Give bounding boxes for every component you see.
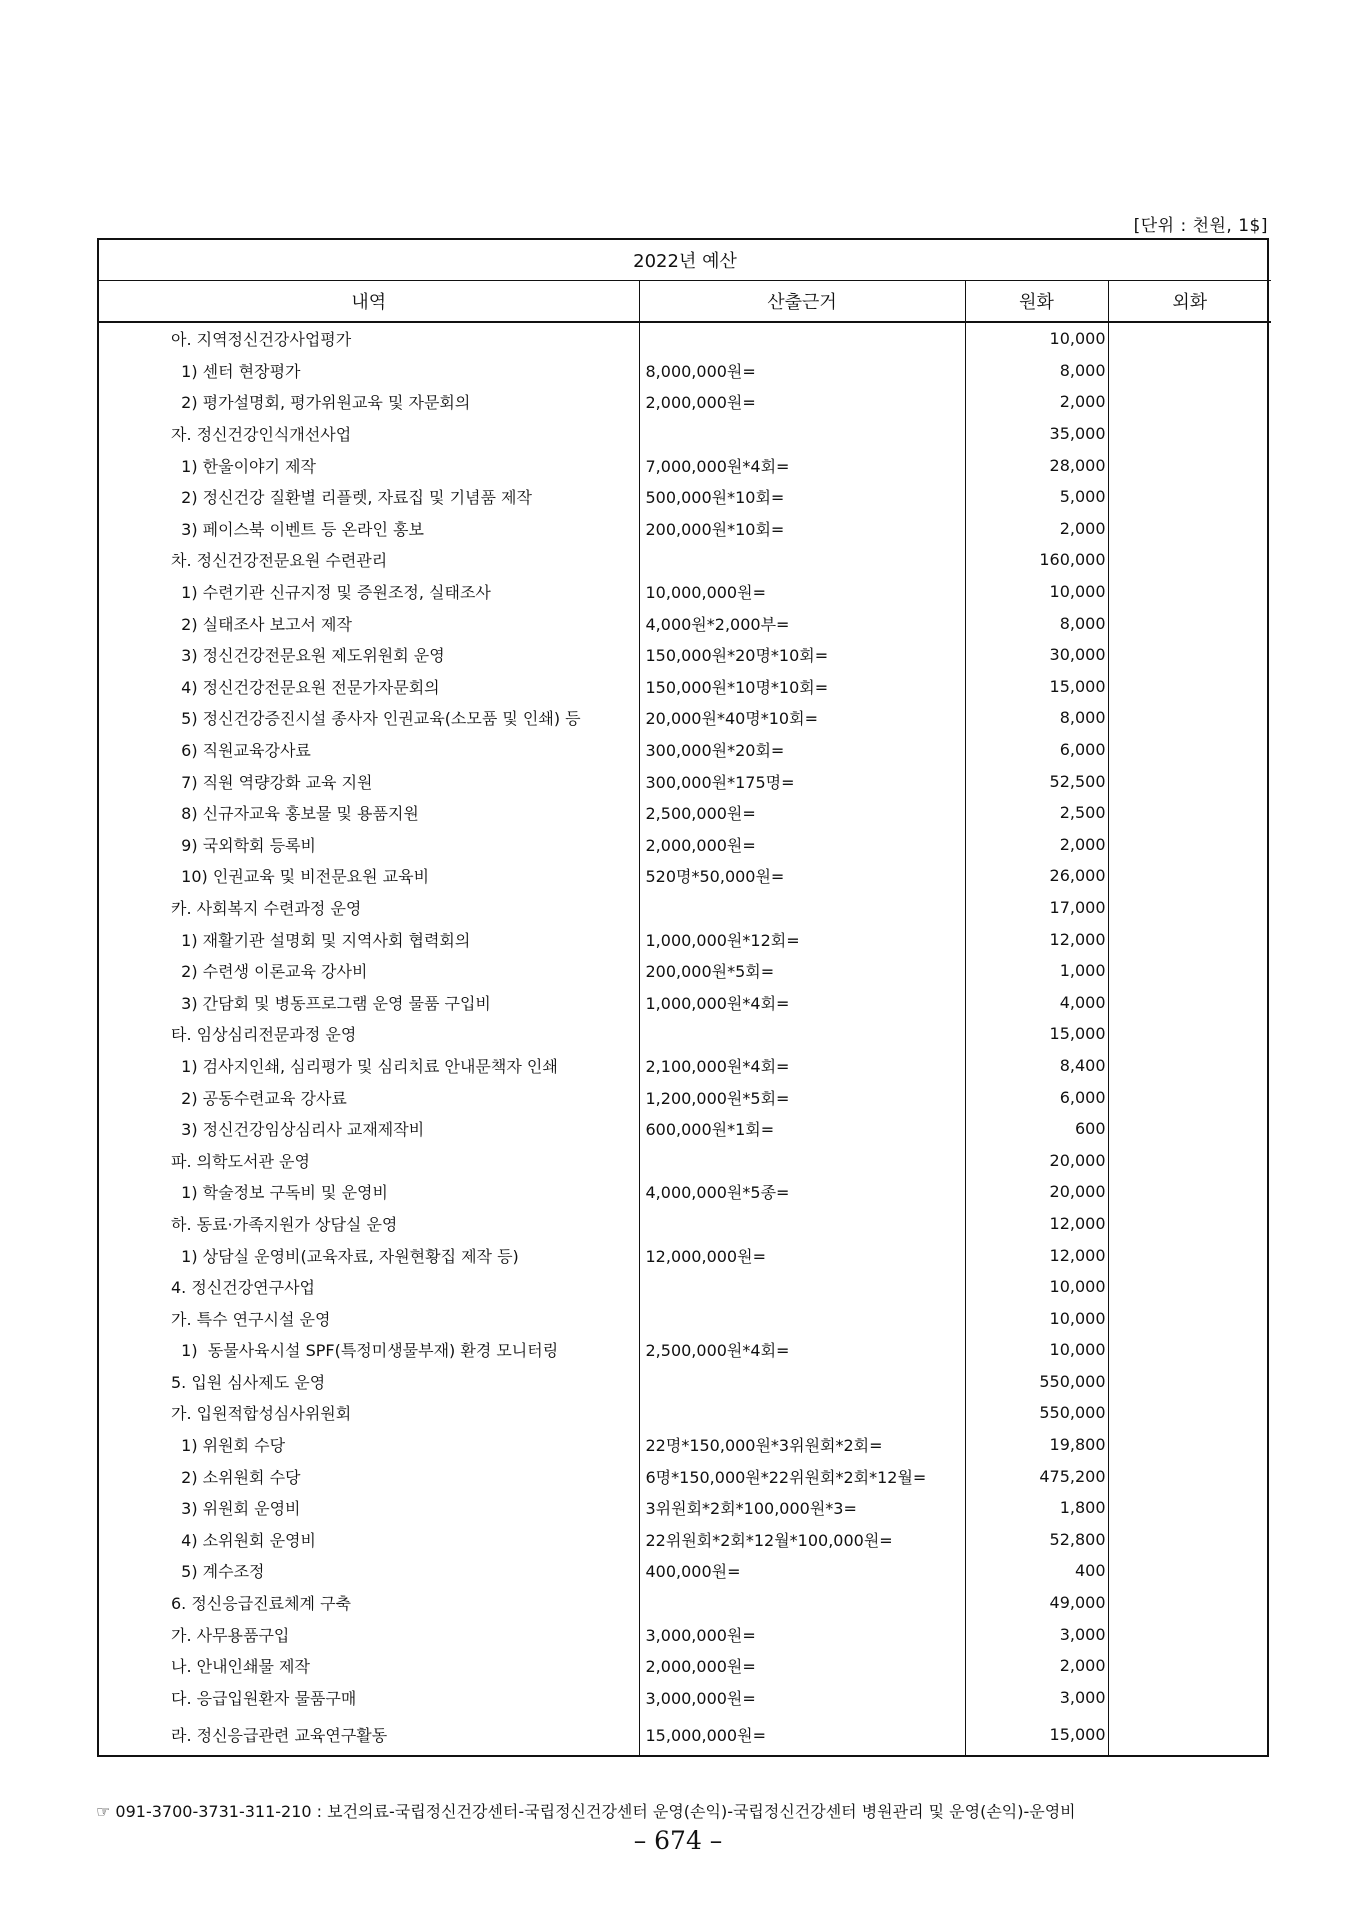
row-won-cell: 8,400	[965, 1050, 1108, 1082]
row-won-cell: 12,000	[965, 1208, 1108, 1240]
row-basis-cell: 3위원회*2회*100,000원*3=	[639, 1492, 965, 1524]
table-row	[99, 386, 1271, 418]
row-foreign-cell	[1108, 1618, 1271, 1650]
row-item-cell: 하. 동료·가족지원가 상담실 운영	[99, 1208, 639, 1240]
col-header-foreign: 외화	[1108, 281, 1271, 323]
row-item-cell: 3) 간담회 및 병동프로그램 운영 물품 구입비	[99, 986, 639, 1018]
table-row	[99, 1271, 1271, 1303]
table-row	[99, 1397, 1271, 1429]
row-foreign-cell	[1108, 1334, 1271, 1366]
row-foreign-cell	[1108, 829, 1271, 861]
row-foreign-cell	[1108, 1271, 1271, 1303]
row-basis-cell: 150,000원*20명*10회=	[639, 639, 965, 671]
row-basis-cell: 2,000,000원=	[639, 1650, 965, 1682]
row-basis-cell: 6명*150,000원*22위원회*2회*12월=	[639, 1460, 965, 1492]
table-row	[99, 1302, 1271, 1334]
row-won-cell: 8,000	[965, 607, 1108, 639]
row-won-cell: 35,000	[965, 418, 1108, 450]
row-foreign-cell	[1108, 1460, 1271, 1492]
row-foreign-cell	[1108, 734, 1271, 766]
row-item-cell: 5) 정신건강증진시설 종사자 인권교육(소모품 및 인쇄) 등	[99, 702, 639, 734]
row-won-cell: 26,000	[965, 860, 1108, 892]
row-basis-cell: 12,000,000원=	[639, 1239, 965, 1271]
row-foreign-cell	[1108, 513, 1271, 545]
row-basis-cell	[639, 1018, 965, 1050]
row-basis-cell: 4,000원*2,000부=	[639, 607, 965, 639]
row-foreign-cell	[1108, 418, 1271, 450]
row-won-cell: 15,000	[965, 1018, 1108, 1050]
row-item-cell: 1) 센터 현장평가	[99, 355, 639, 387]
row-foreign-cell	[1108, 860, 1271, 892]
row-won-cell: 52,500	[965, 765, 1108, 797]
row-item-cell: 2) 공동수련교육 강사료	[99, 1081, 639, 1113]
table-row	[99, 1587, 1271, 1619]
table-row	[99, 1650, 1271, 1682]
unit-label: [단위 : 천원, 1$]	[1133, 216, 1268, 236]
row-foreign-cell	[1108, 986, 1271, 1018]
table-body	[99, 322, 1271, 1755]
row-won-cell: 30,000	[965, 639, 1108, 671]
row-won-cell: 6,000	[965, 1081, 1108, 1113]
row-foreign-cell	[1108, 544, 1271, 576]
row-won-cell: 28,000	[965, 449, 1108, 481]
table-row	[99, 1618, 1271, 1650]
table-row	[99, 734, 1271, 766]
row-foreign-cell	[1108, 923, 1271, 955]
row-item-cell: 4) 소위원회 운영비	[99, 1524, 639, 1556]
table-row	[99, 1050, 1271, 1082]
row-foreign-cell	[1108, 765, 1271, 797]
row-won-cell: 1,800	[965, 1492, 1108, 1524]
row-basis-cell: 1,000,000원*4회=	[639, 986, 965, 1018]
row-foreign-cell	[1108, 1587, 1271, 1619]
table-row	[99, 1239, 1271, 1271]
row-basis-cell	[639, 1144, 965, 1176]
row-basis-cell: 520명*50,000원=	[639, 860, 965, 892]
row-item-cell: 8) 신규자교육 홍보물 및 용품지원	[99, 797, 639, 829]
row-won-cell: 550,000	[965, 1366, 1108, 1398]
row-foreign-cell	[1108, 892, 1271, 924]
row-won-cell: 6,000	[965, 734, 1108, 766]
row-basis-cell: 7,000,000원*4회=	[639, 449, 965, 481]
row-basis-cell: 2,100,000원*4회=	[639, 1050, 965, 1082]
row-foreign-cell	[1108, 797, 1271, 829]
row-basis-cell	[639, 1302, 965, 1334]
row-won-cell: 2,000	[965, 386, 1108, 418]
row-basis-cell	[639, 1397, 965, 1429]
row-basis-cell	[639, 892, 965, 924]
row-won-cell: 550,000	[965, 1397, 1108, 1429]
row-won-cell: 19,800	[965, 1429, 1108, 1461]
row-item-cell: 2) 실태조사 보고서 제작	[99, 607, 639, 639]
row-basis-cell: 200,000원*10회=	[639, 513, 965, 545]
row-won-cell: 49,000	[965, 1587, 1108, 1619]
col-header-won: 원화	[965, 281, 1108, 323]
table-row	[99, 1208, 1271, 1240]
table-row	[99, 355, 1271, 387]
page-number: – 674 –	[633, 1826, 723, 1855]
row-foreign-cell	[1108, 1650, 1271, 1682]
table-row	[99, 1366, 1271, 1398]
account-code-footnote: ☞ 091-3700-3731-311-210 : 보건의료-국립정신건강센터-국립정신건강센터 운영(손익)-국립정신건강센터 병원관리 및 운영(손익)-운영비	[96, 1802, 1076, 1821]
row-item-cell: 차. 정신건강전문요원 수련관리	[99, 544, 639, 576]
table-row	[99, 481, 1271, 513]
row-foreign-cell	[1108, 1302, 1271, 1334]
table-row	[99, 1460, 1271, 1492]
row-foreign-cell	[1108, 449, 1271, 481]
row-won-cell: 10,000	[965, 1302, 1108, 1334]
row-item-cell: 2) 소위원회 수당	[99, 1460, 639, 1492]
row-basis-cell: 20,000원*40명*10회=	[639, 702, 965, 734]
row-item-cell: 나. 안내인쇄물 제작	[99, 1650, 639, 1682]
row-won-cell: 15,000	[965, 1713, 1108, 1755]
row-won-cell: 12,000	[965, 923, 1108, 955]
row-basis-cell: 3,000,000원=	[639, 1682, 965, 1714]
col-header-basis: 산출근거	[639, 281, 965, 323]
row-foreign-cell	[1108, 1524, 1271, 1556]
row-item-cell: 가. 특수 연구시설 운영	[99, 1302, 639, 1334]
row-won-cell: 2,000	[965, 829, 1108, 861]
table-row	[99, 1144, 1271, 1176]
row-basis-cell: 300,000원*175명=	[639, 765, 965, 797]
row-foreign-cell	[1108, 1208, 1271, 1240]
row-basis-cell: 1,200,000원*5회=	[639, 1081, 965, 1113]
row-item-cell: 자. 정신건강인식개선사업	[99, 418, 639, 450]
row-basis-cell	[639, 322, 965, 355]
table-row	[99, 322, 1271, 355]
table-row	[99, 986, 1271, 1018]
row-item-cell: 1) 재활기관 설명회 및 지역사회 협력회의	[99, 923, 639, 955]
table-row	[99, 513, 1271, 545]
table-row	[99, 418, 1271, 450]
row-won-cell: 2,000	[965, 513, 1108, 545]
row-won-cell: 52,800	[965, 1524, 1108, 1556]
row-basis-cell: 2,500,000원*4회=	[639, 1334, 965, 1366]
table-row	[99, 1176, 1271, 1208]
row-won-cell: 17,000	[965, 892, 1108, 924]
row-won-cell: 2,500	[965, 797, 1108, 829]
col-header-item: 내역	[99, 281, 639, 323]
row-foreign-cell	[1108, 955, 1271, 987]
row-won-cell: 1,000	[965, 955, 1108, 987]
row-won-cell: 3,000	[965, 1682, 1108, 1714]
row-foreign-cell	[1108, 1081, 1271, 1113]
row-basis-cell: 22명*150,000원*3위원회*2회=	[639, 1429, 965, 1461]
row-basis-cell: 22위원회*2회*12월*100,000원=	[639, 1524, 965, 1556]
row-won-cell: 160,000	[965, 544, 1108, 576]
row-won-cell: 600	[965, 1113, 1108, 1145]
row-item-cell: 4) 정신건강전문요원 전문가자문회의	[99, 671, 639, 703]
row-won-cell: 12,000	[965, 1239, 1108, 1271]
row-foreign-cell	[1108, 1366, 1271, 1398]
row-item-cell: 1) 한울이야기 제작	[99, 449, 639, 481]
row-item-cell: 1) 위원회 수당	[99, 1429, 639, 1461]
row-basis-cell	[639, 544, 965, 576]
row-basis-cell: 2,000,000원=	[639, 829, 965, 861]
table-row	[99, 1492, 1271, 1524]
column-header-row	[99, 281, 1271, 323]
row-item-cell: 카. 사회복지 수련과정 운영	[99, 892, 639, 924]
row-item-cell: 4. 정신건강연구사업	[99, 1271, 639, 1303]
row-foreign-cell	[1108, 607, 1271, 639]
row-won-cell: 2,000	[965, 1650, 1108, 1682]
row-foreign-cell	[1108, 1555, 1271, 1587]
table-row	[99, 1334, 1271, 1366]
row-item-cell: 5. 입원 심사제도 운영	[99, 1366, 639, 1398]
row-foreign-cell	[1108, 481, 1271, 513]
row-item-cell: 가. 사무용품구입	[99, 1618, 639, 1650]
table-row	[99, 955, 1271, 987]
row-item-cell: 1) 학술정보 구독비 및 운영비	[99, 1176, 639, 1208]
row-item-cell: 1) 수련기관 신규지정 및 증원조정, 실태조사	[99, 576, 639, 608]
row-won-cell: 8,000	[965, 702, 1108, 734]
row-item-cell: 라. 정신응급관련 교육연구활동	[99, 1713, 639, 1755]
row-foreign-cell	[1108, 1713, 1271, 1755]
row-basis-cell: 2,000,000원=	[639, 386, 965, 418]
row-foreign-cell	[1108, 576, 1271, 608]
row-won-cell: 15,000	[965, 671, 1108, 703]
row-item-cell: 5) 계수조정	[99, 1555, 639, 1587]
row-won-cell: 4,000	[965, 986, 1108, 1018]
row-item-cell: 1) 상담실 운영비(교육자료, 자원현황집 제작 등)	[99, 1239, 639, 1271]
row-basis-cell: 150,000원*10명*10회=	[639, 671, 965, 703]
row-foreign-cell	[1108, 1429, 1271, 1461]
row-foreign-cell	[1108, 1176, 1271, 1208]
row-item-cell: 파. 의학도서관 운영	[99, 1144, 639, 1176]
row-foreign-cell	[1108, 702, 1271, 734]
row-item-cell: 3) 정신건강임상심리사 교재제작비	[99, 1113, 639, 1145]
row-item-cell: 9) 국외학회 등록비	[99, 829, 639, 861]
table-row	[99, 639, 1271, 671]
row-won-cell: 10,000	[965, 1271, 1108, 1303]
table-row	[99, 607, 1271, 639]
row-basis-cell: 200,000원*5회=	[639, 955, 965, 987]
row-item-cell: 2) 수련생 이론교육 강사비	[99, 955, 639, 987]
table-row	[99, 1524, 1271, 1556]
table-row	[99, 671, 1271, 703]
row-won-cell: 475,200	[965, 1460, 1108, 1492]
row-item-cell: 6) 직원교육강사료	[99, 734, 639, 766]
row-item-cell: 1) 검사지인쇄, 심리평가 및 심리치료 안내문책자 인쇄	[99, 1050, 639, 1082]
row-basis-cell: 3,000,000원=	[639, 1618, 965, 1650]
row-won-cell: 10,000	[965, 1334, 1108, 1366]
row-won-cell: 20,000	[965, 1144, 1108, 1176]
row-item-cell: 3) 위원회 운영비	[99, 1492, 639, 1524]
table-row	[99, 860, 1271, 892]
table-row	[99, 1429, 1271, 1461]
table-row	[99, 1555, 1271, 1587]
row-item-cell: 1) 동물사육시설 SPF(특정미생물부재) 환경 모니터링	[99, 1334, 639, 1366]
row-basis-cell	[639, 1366, 965, 1398]
table-row	[99, 1713, 1271, 1755]
row-foreign-cell	[1108, 1239, 1271, 1271]
row-item-cell: 6. 정신응급진료체계 구축	[99, 1587, 639, 1619]
table-row	[99, 576, 1271, 608]
budget-table-frame	[97, 238, 1269, 1757]
table-row	[99, 1081, 1271, 1113]
row-item-cell: 7) 직원 역량강화 교육 지원	[99, 765, 639, 797]
row-basis-cell: 500,000원*10회=	[639, 481, 965, 513]
row-basis-cell: 4,000,000원*5종=	[639, 1176, 965, 1208]
row-foreign-cell	[1108, 386, 1271, 418]
row-foreign-cell	[1108, 1492, 1271, 1524]
row-basis-cell: 300,000원*20회=	[639, 734, 965, 766]
row-won-cell: 400	[965, 1555, 1108, 1587]
row-foreign-cell	[1108, 355, 1271, 387]
row-item-cell: 타. 임상심리전문과정 운영	[99, 1018, 639, 1050]
row-won-cell: 5,000	[965, 481, 1108, 513]
row-foreign-cell	[1108, 1113, 1271, 1145]
row-foreign-cell	[1108, 671, 1271, 703]
table-row	[99, 1018, 1271, 1050]
row-item-cell: 3) 페이스북 이벤트 등 온라인 홍보	[99, 513, 639, 545]
table-row	[99, 892, 1271, 924]
row-basis-cell	[639, 418, 965, 450]
row-item-cell: 10) 인권교육 및 비전문요원 교육비	[99, 860, 639, 892]
row-won-cell: 10,000	[965, 576, 1108, 608]
row-foreign-cell	[1108, 639, 1271, 671]
row-foreign-cell	[1108, 1050, 1271, 1082]
row-basis-cell: 10,000,000원=	[639, 576, 965, 608]
row-basis-cell: 8,000,000원=	[639, 355, 965, 387]
row-basis-cell	[639, 1208, 965, 1240]
table-row	[99, 765, 1271, 797]
row-item-cell: 다. 응급입원환자 물품구매	[99, 1682, 639, 1714]
table-row	[99, 923, 1271, 955]
row-won-cell: 8,000	[965, 355, 1108, 387]
table-row	[99, 1113, 1271, 1145]
row-won-cell: 20,000	[965, 1176, 1108, 1208]
row-item-cell: 3) 정신건강전문요원 제도위원회 운영	[99, 639, 639, 671]
row-item-cell: 가. 입원적합성심사위원회	[99, 1397, 639, 1429]
row-item-cell: 2) 평가설명회, 평가위원교육 및 자문회의	[99, 386, 639, 418]
row-won-cell: 10,000	[965, 322, 1108, 355]
budget-year-header: 2022년 예산	[99, 240, 1271, 281]
row-item-cell: 아. 지역정신건강사업평가	[99, 322, 639, 355]
row-foreign-cell	[1108, 1682, 1271, 1714]
row-foreign-cell	[1108, 1144, 1271, 1176]
row-basis-cell: 1,000,000원*12회=	[639, 923, 965, 955]
row-foreign-cell	[1108, 1018, 1271, 1050]
row-item-cell: 2) 정신건강 질환별 리플렛, 자료집 및 기념품 제작	[99, 481, 639, 513]
row-basis-cell: 15,000,000원=	[639, 1713, 965, 1755]
row-foreign-cell	[1108, 1397, 1271, 1429]
row-basis-cell: 2,500,000원=	[639, 797, 965, 829]
row-basis-cell: 400,000원=	[639, 1555, 965, 1587]
row-basis-cell	[639, 1271, 965, 1303]
table-row	[99, 1682, 1271, 1714]
table-row	[99, 829, 1271, 861]
budget-table	[99, 240, 1271, 1755]
row-basis-cell: 600,000원*1회=	[639, 1113, 965, 1145]
table-row	[99, 449, 1271, 481]
table-row	[99, 797, 1271, 829]
row-foreign-cell	[1108, 322, 1271, 355]
row-won-cell: 3,000	[965, 1618, 1108, 1650]
row-basis-cell	[639, 1587, 965, 1619]
table-row	[99, 702, 1271, 734]
table-row	[99, 544, 1271, 576]
